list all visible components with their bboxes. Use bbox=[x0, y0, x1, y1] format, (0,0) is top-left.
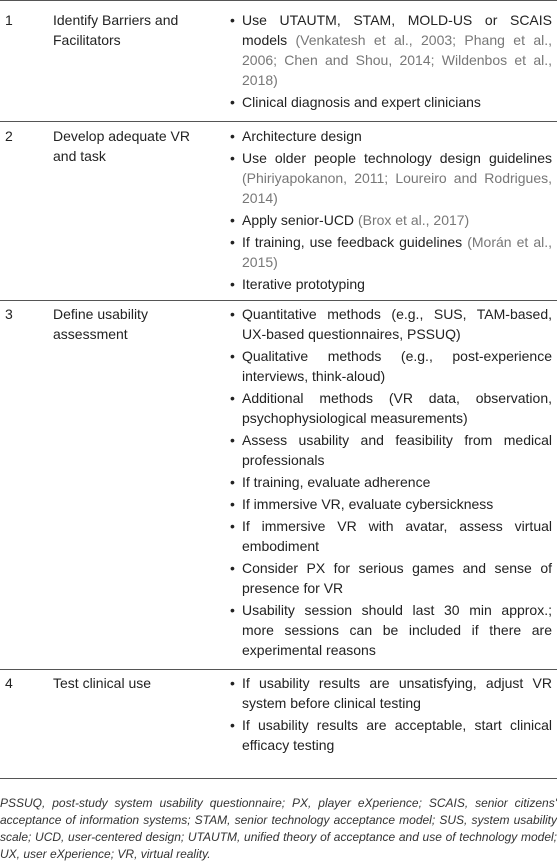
list-item bbox=[230, 388, 552, 428]
list-item bbox=[230, 472, 552, 492]
row-divider bbox=[0, 300, 557, 301]
bullet: • bbox=[230, 717, 235, 733]
item-text: Assess usability and feasibility from medical professionals bbox=[242, 432, 552, 468]
item-text: Use older people technology design guidelines bbox=[242, 150, 552, 166]
item-text: If immersive VR, evaluate cybersickness bbox=[242, 496, 494, 512]
list-item bbox=[230, 232, 552, 272]
top-rule bbox=[0, 0, 557, 1]
item-text: If training, evaluate adherence bbox=[242, 474, 431, 490]
bullet: • bbox=[230, 390, 235, 406]
item-text: Apply senior-UCD bbox=[242, 212, 358, 228]
bullet: • bbox=[230, 94, 235, 110]
list-item bbox=[230, 558, 552, 598]
item-text: Usability session should last 30 min approx.; more sessions can be included if there are experimental reasons bbox=[242, 602, 552, 658]
item-text: If usability results are acceptable, start clinical efficacy testing bbox=[242, 717, 552, 753]
list-item bbox=[230, 304, 552, 344]
step-name: Develop adequate VR and task bbox=[53, 128, 190, 164]
list-item bbox=[230, 274, 552, 294]
citation: (Phiriyapokanon, 2011; Loureiro and Rodrigues, 2014) bbox=[242, 170, 552, 206]
step-number: 2 bbox=[5, 128, 13, 144]
item-text: Quantitative methods (e.g., SUS, TAM-based, UX-based questionnaires, PSSUQ) bbox=[242, 306, 552, 342]
bullet: • bbox=[230, 234, 235, 250]
item-text: Qualitative methods (e.g., post-experience interviews, think-aloud) bbox=[242, 348, 552, 384]
list-item bbox=[230, 494, 552, 514]
list-item bbox=[230, 516, 552, 556]
bullet: • bbox=[230, 150, 235, 166]
bullet: • bbox=[230, 675, 235, 691]
bullet: • bbox=[230, 474, 235, 490]
bullet: • bbox=[230, 348, 235, 364]
list-item bbox=[230, 715, 552, 755]
row-divider bbox=[0, 669, 557, 670]
item-text: Clinical diagnosis and expert clinicians bbox=[242, 94, 481, 110]
step-name: Test clinical use bbox=[53, 675, 152, 691]
list-item bbox=[230, 430, 552, 470]
item-text: Iterative prototyping bbox=[242, 276, 365, 292]
list-item bbox=[230, 126, 552, 146]
list-item bbox=[230, 346, 552, 386]
step-number: 3 bbox=[5, 306, 13, 322]
list-item bbox=[230, 600, 552, 660]
bullet: • bbox=[230, 496, 235, 512]
bullet: • bbox=[230, 602, 235, 618]
citation: (Brox et al., 2017) bbox=[357, 212, 470, 228]
bullet: • bbox=[230, 128, 235, 144]
bullet: • bbox=[230, 518, 235, 534]
step-items bbox=[230, 10, 552, 114]
list-item bbox=[230, 10, 552, 90]
list-item bbox=[230, 92, 552, 112]
item-text: If training, use feedback guidelines bbox=[242, 234, 468, 250]
item-text: Use UTAUTM, STAM, MOLD-US or SCAIS models bbox=[242, 12, 552, 48]
item-text: Consider PX for serious games and sense of presence for VR bbox=[242, 560, 552, 596]
step-name: Define usability assessment bbox=[53, 306, 148, 342]
bottom-rule bbox=[0, 778, 557, 779]
list-item bbox=[230, 210, 552, 230]
bullet: • bbox=[230, 306, 235, 322]
item-text: Additional methods (VR data, observation, psychophysiological measurements) bbox=[242, 390, 552, 426]
item-text: If usability results are unsatisfying, adjust VR system before clinical testing bbox=[242, 675, 552, 711]
step-number: 4 bbox=[5, 675, 13, 691]
bullet: • bbox=[230, 12, 235, 28]
row-divider bbox=[0, 121, 557, 122]
bullet: • bbox=[230, 276, 235, 292]
step-items bbox=[230, 304, 552, 662]
list-item bbox=[230, 148, 552, 208]
table-footnote: PSSUQ, post-study system usability questionnaire; PX, player eXperience; SCAIS, senior citizens' acceptance of information systems; STAM, senior technology acceptance model; SUS, system usability scale; UCD, user-centered design; UTAUTM, unified theory of acceptance and use of technology model; UX, user eXperience; VR, virtual reality. bbox=[0, 796, 557, 861]
step-name: Identify Barriers and Facilitators bbox=[53, 12, 179, 48]
step-items bbox=[230, 673, 552, 757]
bullet: • bbox=[230, 560, 235, 576]
list-item bbox=[230, 673, 552, 713]
item-text: Architecture design bbox=[242, 128, 362, 144]
step-number: 1 bbox=[5, 12, 13, 28]
bullet: • bbox=[230, 212, 235, 228]
item-text: If immersive VR with avatar, assess virtual embodiment bbox=[242, 518, 552, 554]
step-items bbox=[230, 126, 552, 296]
citation: (Venkatesh et al., 2003; Phang et al., 2006; Chen and Shou, 2014; Wildenbos et al., 2018) bbox=[242, 32, 553, 88]
citation: (Morán et al., 2015) bbox=[242, 234, 552, 270]
bullet: • bbox=[230, 432, 235, 448]
